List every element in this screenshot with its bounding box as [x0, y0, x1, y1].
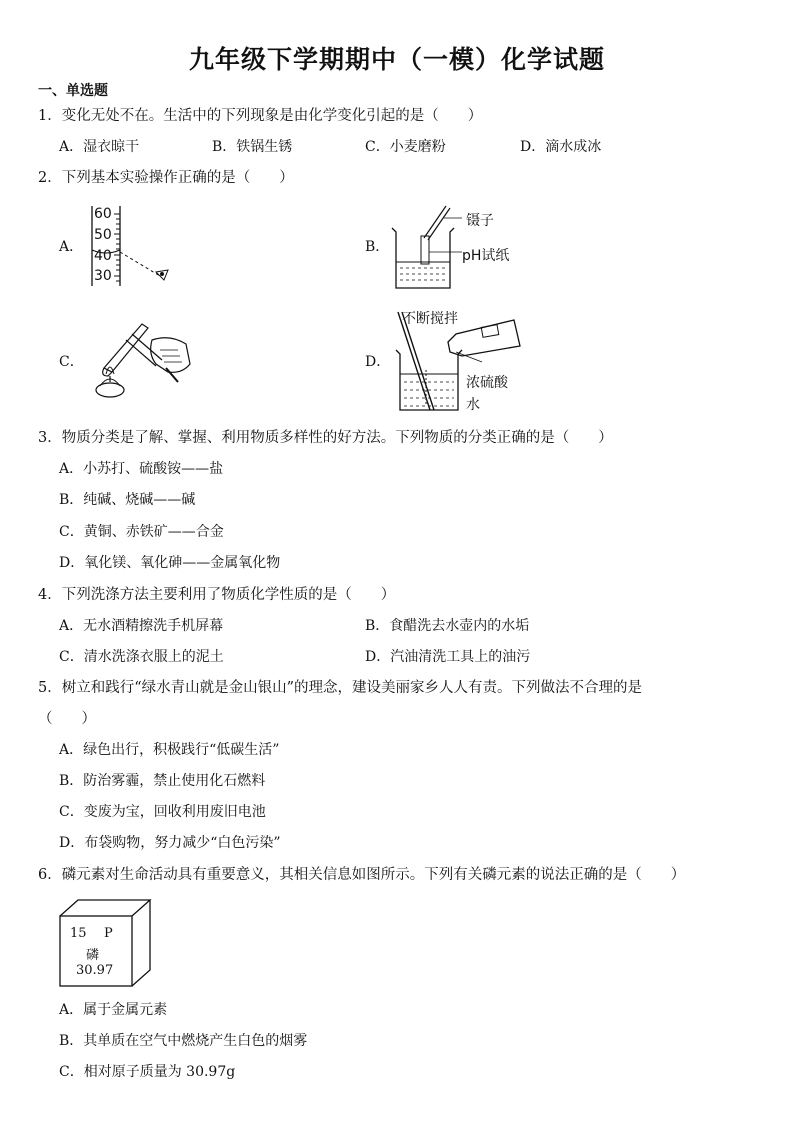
question-6-stem: 6．磷元素对生命活动具有重要意义，其相关信息如图所示。下列有关磷元素的说法正确的是（ ）	[38, 867, 686, 883]
page-title: 九年级下学期期中（一模）化学试题	[188, 45, 605, 74]
q4-option-c[interactable]: C．清水洗涤衣服上的泥土	[59, 649, 224, 665]
q4-option-b[interactable]: B．食醋洗去水壶内的水垢	[365, 618, 530, 634]
hand-icon	[151, 338, 190, 382]
q2-option-a[interactable]: A．	[59, 239, 84, 255]
q1-option-a[interactable]: A．湿衣晾干	[59, 139, 140, 155]
q6-option-c[interactable]: C．相对原子质量为 30.97g	[59, 1064, 236, 1080]
q1-option-c[interactable]: C．小麦磨粉	[365, 139, 446, 155]
q3-option-c[interactable]: C．黄铜、赤铁矿——合金	[59, 524, 224, 540]
cylinder-tick-40: 40	[94, 248, 112, 264]
q2-option-b[interactable]: B．	[365, 239, 390, 255]
q5-option-d[interactable]: D．布袋购物，努力减少“白色污染”	[59, 835, 281, 851]
q6-option-b[interactable]: B．其单质在空气中燃烧产生白色的烟雾	[59, 1033, 308, 1049]
water-label: 水	[466, 397, 480, 413]
q6-option-a[interactable]: A．属于金属元素	[59, 1002, 168, 1018]
q3-option-a[interactable]: A．小苏打、硫酸铵——盐	[59, 461, 224, 477]
q1-option-d[interactable]: D．滴水成冰	[520, 139, 602, 155]
question-4-stem: 4．下列洗涤方法主要利用了物质化学性质的是（ ）	[38, 587, 396, 603]
heating-test-tube-figure	[86, 310, 196, 402]
ph-paper-label: pH试纸	[462, 248, 510, 264]
tweezers-label: 镊子	[466, 213, 494, 229]
question-2-stem: 2．下列基本实验操作正确的是（ ）	[38, 170, 294, 186]
question-3-stem: 3．物质分类是了解、掌握、利用物质多样性的好方法。下列物质的分类正确的是（ ）	[38, 430, 613, 446]
element-number: 15	[70, 926, 87, 941]
cylinder-tick-30: 30	[94, 268, 112, 284]
q5-option-b[interactable]: B．防治雾霾，禁止使用化石燃料	[59, 773, 266, 789]
q1-option-b[interactable]: B．铁锅生锈	[212, 139, 293, 155]
question-5-stem: 5．树立和践行“绿水青山就是金山银山”的理念，建设美丽家乡人人有责。下列做法不合理的是	[38, 680, 643, 696]
q2-option-d[interactable]: D．	[365, 354, 391, 370]
q3-option-d[interactable]: D．氧化镁、氧化砷——金属氧化物	[59, 555, 281, 571]
cylinder-tick-60: 60	[94, 206, 112, 222]
acid-label: 浓硫酸	[466, 375, 508, 391]
element-name: 磷	[86, 948, 100, 963]
q3-option-b[interactable]: B．纯碱、烧碱——碱	[59, 492, 196, 508]
q4-option-a[interactable]: A．无水酒精擦洗手机屏幕	[59, 618, 224, 634]
question-5-stem-cont: （ ）	[38, 711, 96, 727]
q2-option-c[interactable]: C．	[59, 354, 84, 370]
question-1-stem: 1．变化无处不在。生活中的下列现象是由化学变化引起的是（ ）	[38, 108, 483, 124]
element-symbol: P	[104, 926, 113, 941]
q4-option-d[interactable]: D．汽油清洗工具上的油污	[365, 649, 531, 665]
cylinder-tick-50: 50	[94, 227, 112, 243]
element-mass: 30.97	[76, 963, 114, 978]
q5-option-a[interactable]: A．绿色出行，积极践行“低碳生活”	[59, 742, 280, 758]
section-heading: 一、单选题	[38, 83, 108, 99]
beaker-ph-paper-figure	[384, 204, 464, 294]
q5-option-c[interactable]: C．变废为宝，回收利用废旧电池	[59, 804, 266, 820]
stir-label: 不断搅拌	[402, 311, 458, 327]
